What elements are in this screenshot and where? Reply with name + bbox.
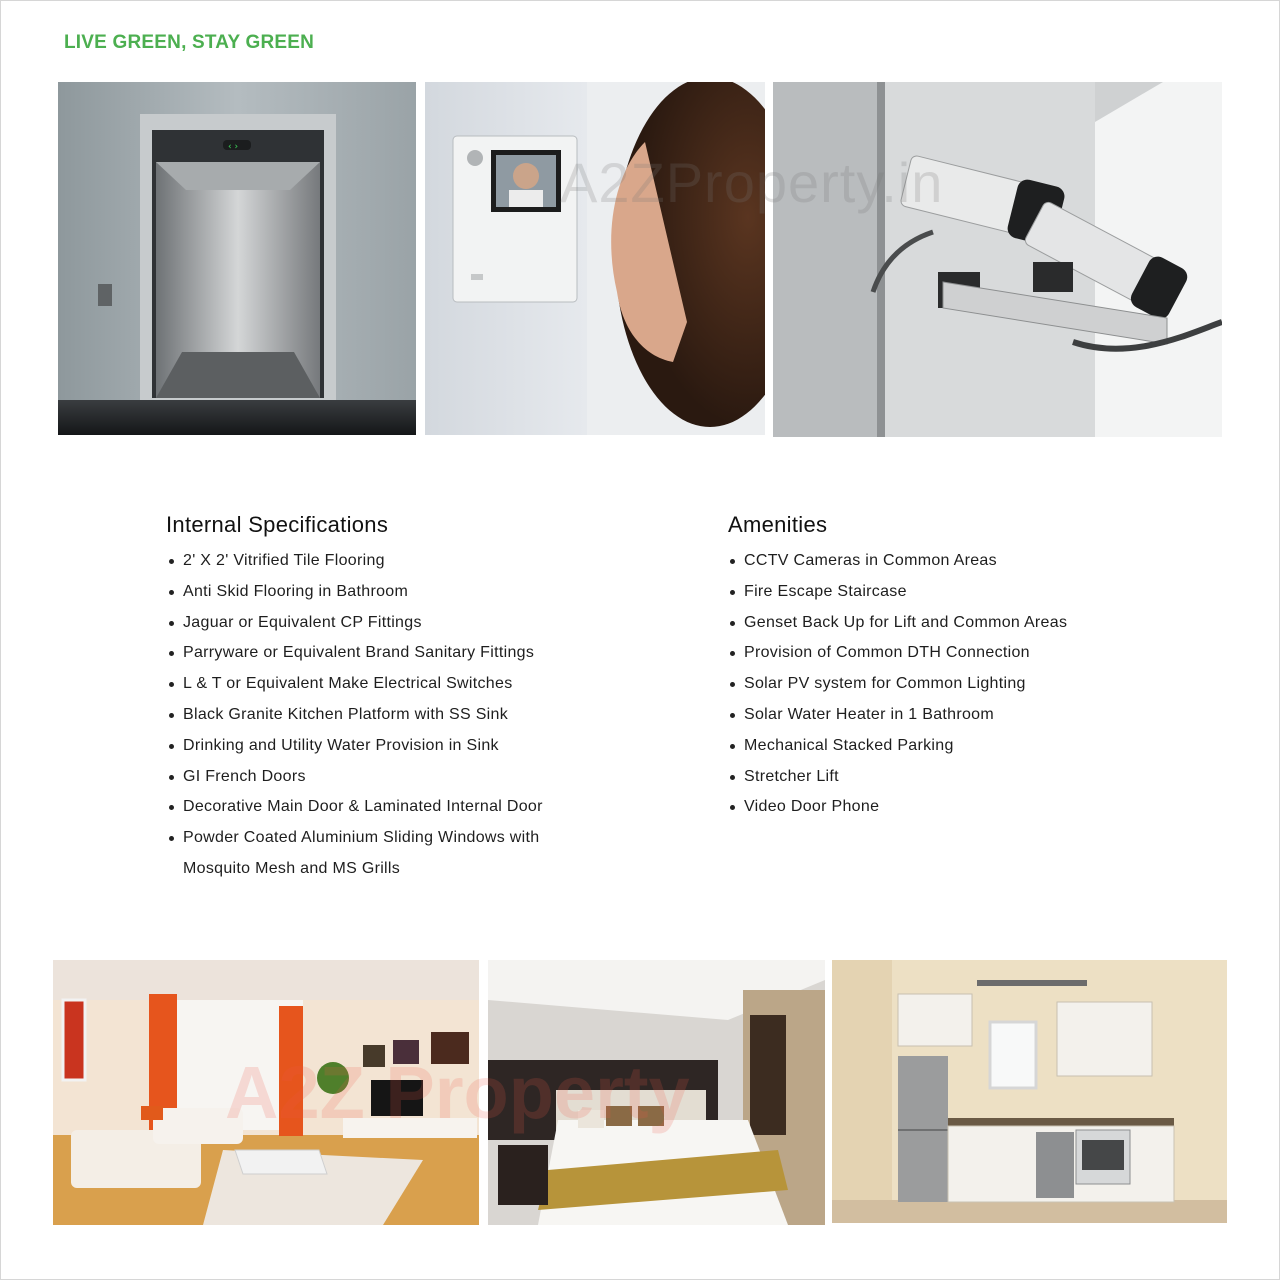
list-item: GI French Doors	[167, 762, 607, 793]
svg-text:‹ ›: ‹ ›	[228, 142, 239, 152]
list-item: Genset Back Up for Lift and Common Areas	[728, 608, 1148, 639]
internal-specifications-title: Internal Specifications	[166, 512, 389, 537]
list-item: Solar Water Heater in 1 Bathroom	[728, 700, 1148, 731]
list-item: L & T or Equivalent Make Electrical Switches	[167, 669, 607, 700]
internal-specifications-list	[167, 546, 607, 885]
list-item: CCTV Cameras in Common Areas	[728, 546, 1148, 577]
list-item: Powder Coated Aluminium Sliding Windows with Mosquito Mesh and MS Grills	[167, 823, 587, 885]
elevator-photo	[58, 82, 416, 435]
list-item: Provision of Common DTH Connection	[728, 638, 1148, 669]
list-item: Solar PV system for Common Lighting	[728, 669, 1148, 700]
watermark-bottom: A2Z Property	[225, 1051, 690, 1134]
list-item: Stretcher Lift	[728, 762, 1148, 793]
list-item: Decorative Main Door & Laminated Internal Door	[167, 792, 607, 823]
watermark-top: A2ZProperty.in	[560, 151, 944, 214]
list-item: Jaguar or Equivalent CP Fittings	[167, 608, 607, 639]
amenities-title: Amenities	[728, 512, 828, 537]
list-item: Anti Skid Flooring in Bathroom	[167, 577, 607, 608]
list-item: Video Door Phone	[728, 792, 1148, 823]
kitchen-photo	[832, 960, 1227, 1223]
list-item: Drinking and Utility Water Provision in Sink	[167, 731, 607, 762]
video-door-phone-photo	[425, 82, 765, 435]
list-item: Mechanical Stacked Parking	[728, 731, 1148, 762]
list-item: Fire Escape Staircase	[728, 577, 1148, 608]
list-item: Parryware or Equivalent Brand Sanitary Fittings	[167, 638, 607, 669]
cctv-camera-photo	[773, 82, 1222, 437]
list-item: Black Granite Kitchen Platform with SS Sink	[167, 700, 607, 731]
amenities-list	[728, 546, 1148, 823]
tagline: LIVE GREEN, STAY GREEN	[64, 32, 315, 53]
list-item: 2' X 2' Vitrified Tile Flooring	[167, 546, 607, 577]
